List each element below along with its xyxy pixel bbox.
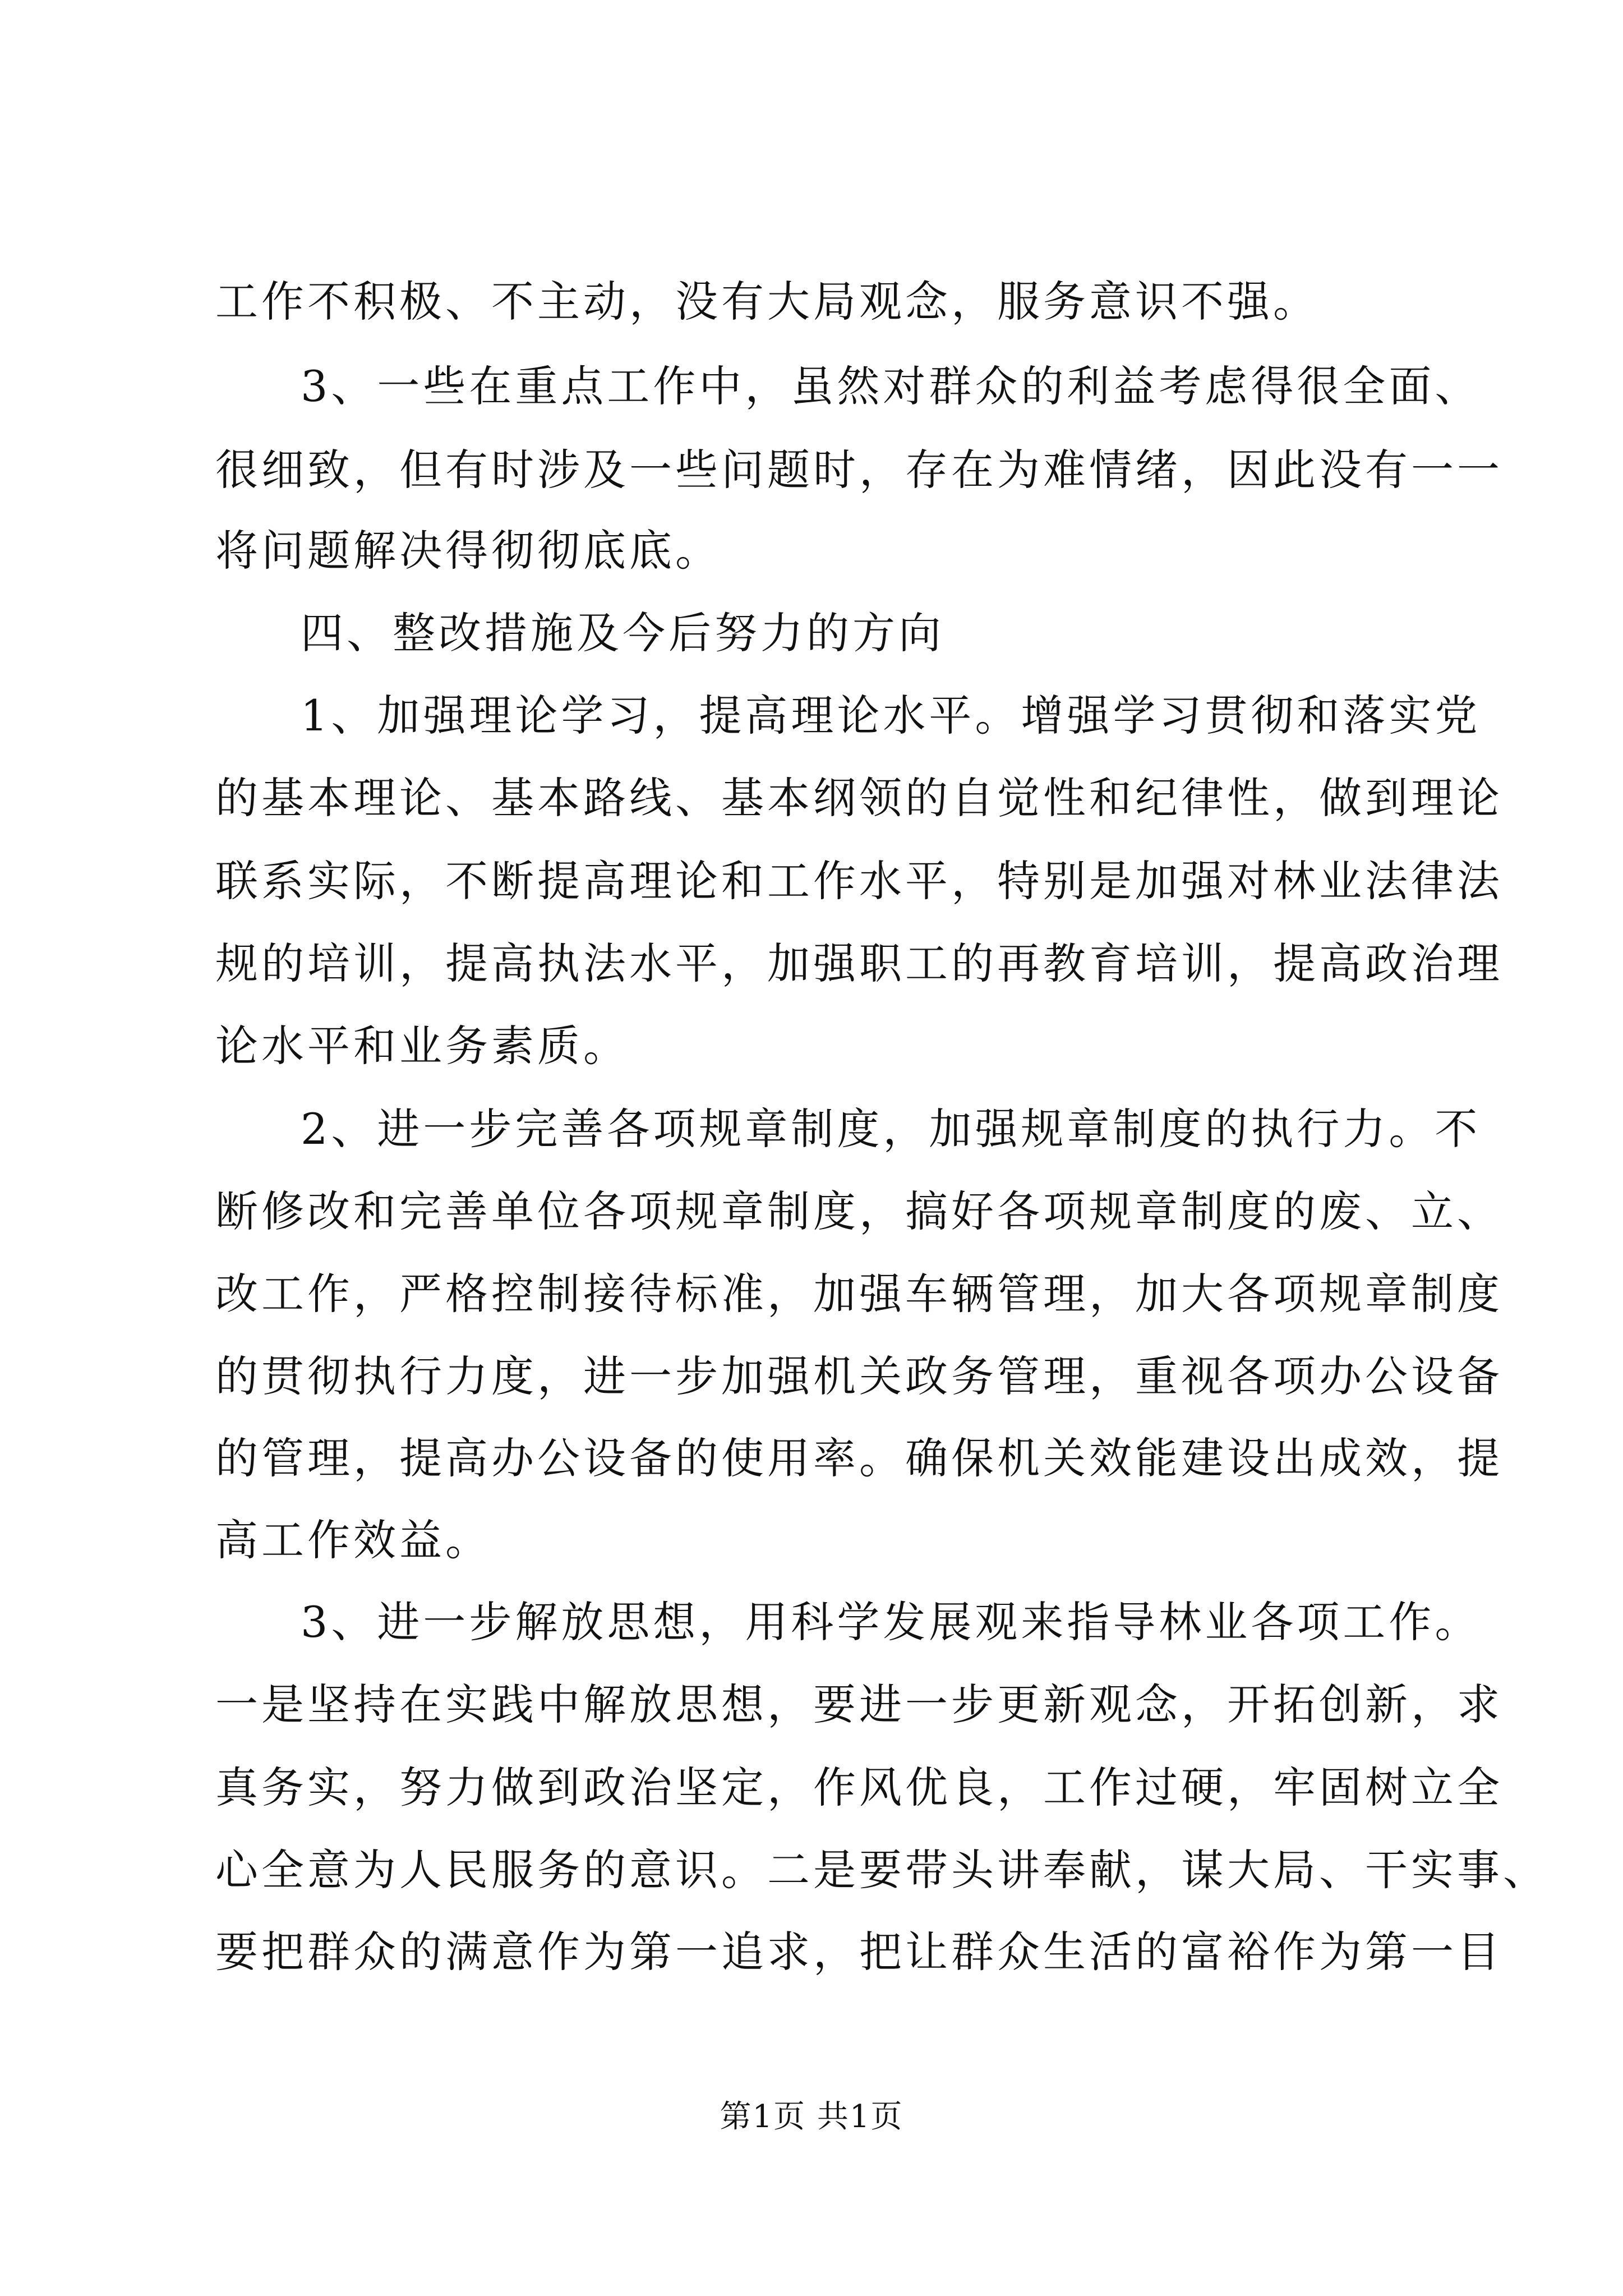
body-line: 的基本理论、基本路线、基本纲领的自觉性和纪律性，做到理论 [215,773,1503,823]
body-line: 工作不积极、不主动，没有大局观念，服务意识不强。 [215,277,1319,326]
body-line: 规的培训，提高执法水平，加强职工的再教育培训，提高政治理 [215,938,1503,988]
body-line: 心全意为人民服务的意识。二是要带头讲奉献，谋大局、干实事、 [215,1845,1549,1895]
body-line: 2、进一步完善各项规章制度，加强规章制度的执行力。不 [301,1104,1481,1154]
page-number-footer: 第1页 共1页 [720,2099,903,2135]
body-line: 联系实际，不断提高理论和工作水平，特别是加强对林业法律法 [215,856,1503,906]
body-line: 论水平和业务素质。 [215,1021,629,1071]
section-heading: 四、整改措施及今后努力的方向 [301,608,944,658]
body-line: 要把群众的满意作为第一追求，把让群众生活的富裕作为第一目 [215,1927,1503,1977]
body-line: 的管理，提高办公设备的使用率。确保机关效能建设出成效，提 [215,1433,1503,1483]
body-line: 真务实，努力做到政治坚定，作风优良，工作过硬，牢固树立全 [215,1763,1503,1812]
body-line: 改工作，严格控制接待标准，加强车辆管理，加大各项规章制度 [215,1269,1503,1319]
body-line: 1、加强理论学习，提高理论水平。增强学习贯彻和落实党 [301,691,1481,740]
body-line: 很细致，但有时涉及一些问题时，存在为难情绪，因此没有一一 [215,445,1503,495]
body-line: 高工作效益。 [215,1515,491,1565]
body-line: 将问题解决得彻彻底底。 [215,526,721,576]
body-line: 3、一些在重点工作中，虽然对群众的利益考虑得很全面、 [301,361,1481,411]
body-line: 一是坚持在实践中解放思想，要进一步更新观念，开拓创新，求 [215,1680,1503,1729]
body-line: 的贯彻执行力度，进一步加强机关政务管理，重视各项办公设备 [215,1351,1503,1401]
body-line: 3、进一步解放思想，用科学发展观来指导林业各项工作。 [301,1597,1481,1647]
body-line: 断修改和完善单位各项规章制度，搞好各项规章制度的废、立、 [215,1186,1503,1236]
